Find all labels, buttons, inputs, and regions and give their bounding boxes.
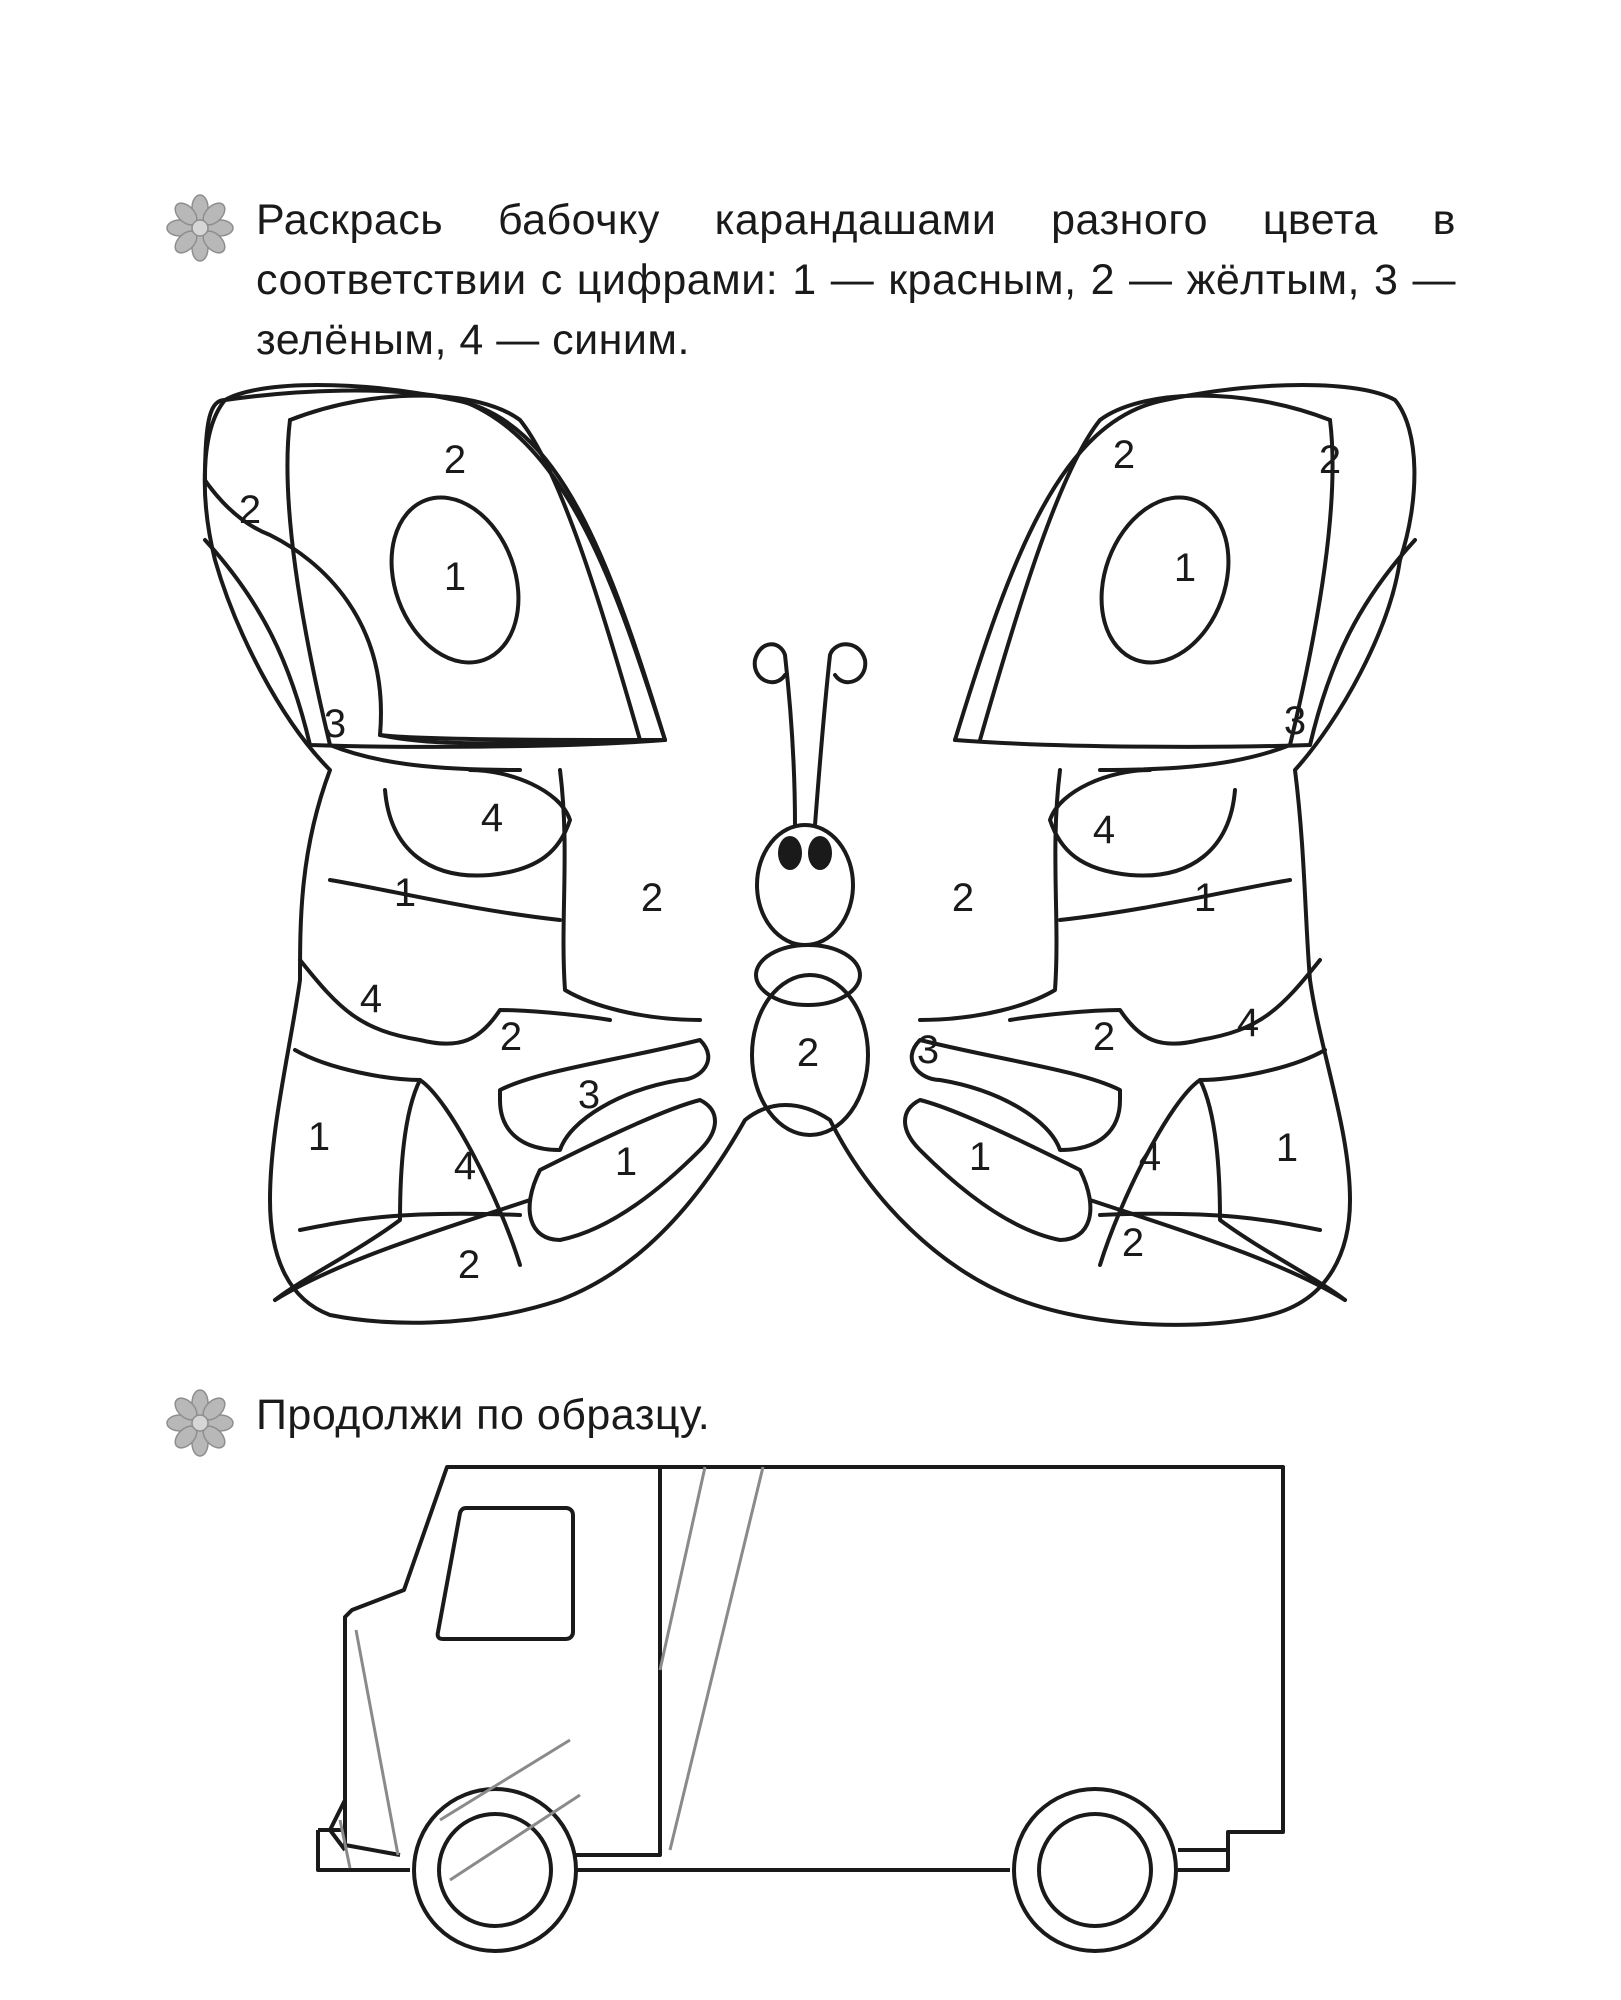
butterfly-left-wing	[205, 391, 665, 744]
label: 2	[238, 488, 262, 532]
label: 1	[1173, 546, 1197, 590]
label: 4	[359, 977, 383, 1021]
label: 4	[480, 796, 504, 840]
label: 1	[614, 1140, 638, 1184]
label: 1	[1193, 876, 1217, 920]
label: 1	[968, 1135, 992, 1179]
label: 4	[453, 1144, 477, 1188]
label: 2	[1092, 1015, 1116, 1059]
truck-cargo	[660, 1467, 1283, 1850]
label: 2	[1112, 433, 1136, 477]
label: 2	[443, 438, 467, 482]
label: 3	[916, 1028, 940, 1072]
label: 2	[640, 876, 664, 920]
label: 2	[1318, 438, 1342, 482]
truck-window	[438, 1508, 573, 1639]
label: 2	[951, 876, 975, 920]
label: 2	[796, 1031, 820, 1075]
butterfly-eyes	[778, 836, 832, 870]
label: 1	[443, 555, 467, 599]
label: 4	[1138, 1135, 1162, 1179]
label: 3	[577, 1073, 601, 1117]
label: 3	[1283, 699, 1307, 743]
label: 4	[1092, 808, 1116, 852]
label: 1	[1275, 1126, 1299, 1170]
label: 2	[1121, 1221, 1145, 1265]
label: 1	[307, 1115, 331, 1159]
label: 2	[499, 1015, 523, 1059]
label: 1	[393, 871, 417, 915]
truck	[318, 1467, 1283, 1951]
truck-cab	[345, 1467, 660, 1855]
task-2-instruction: Продолжи по образцу.	[256, 1391, 711, 1439]
label: 4	[1236, 1001, 1260, 1045]
task-1-instruction: Раскрась бабочку карандашами разного цвета в соответствии с цифрами: 1 — красным, 2 — жёлтым, 3 — зелёным, 4 — синим.	[256, 196, 1456, 364]
label: 2	[457, 1243, 481, 1287]
truck-hatch-sample	[340, 1467, 763, 1880]
label: 3	[323, 702, 347, 746]
